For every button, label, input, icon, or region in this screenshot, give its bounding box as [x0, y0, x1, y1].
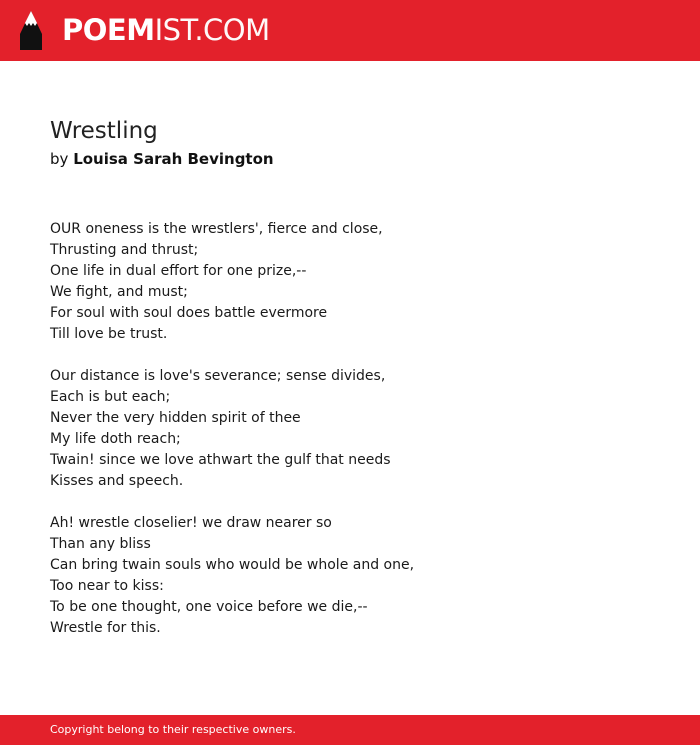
poem-line: Never the very hidden spirit of thee: [50, 410, 301, 426]
logo-text-bold: POEM: [62, 13, 155, 47]
poem-line: One life in dual effort for one prize,--: [50, 263, 307, 279]
poem-line: Wrestle for this.: [50, 620, 161, 636]
poem-line: Twain! since we love athwart the gulf that needs: [50, 452, 391, 468]
pencil-icon[interactable]: [18, 10, 44, 52]
poem-byline: [50, 149, 274, 169]
poem-author[interactable]: Louisa Sarah Bevington: [73, 150, 274, 168]
poem-line: Too near to kiss:: [50, 578, 164, 594]
copyright-notice: Copyright belong to their respective owners.: [50, 723, 296, 736]
site-header: [0, 0, 700, 61]
poem-body: [50, 219, 650, 660]
poem-line: Kisses and speech.: [50, 473, 184, 489]
site-footer: [0, 715, 700, 745]
poem-line: To be one thought, one voice before we die,--: [50, 599, 368, 615]
stanza-2: [50, 366, 650, 492]
poem-line: Than any bliss: [50, 536, 151, 552]
poem-line: Thrusting and thrust;: [50, 242, 199, 258]
poem-line: We fight, and must;: [50, 284, 188, 300]
site-logo[interactable]: [62, 12, 270, 48]
poem-line: OUR oneness is the wrestlers', fierce and close,: [50, 221, 383, 237]
poem-line: Each is but each;: [50, 389, 171, 405]
poem-line: Our distance is love's severance; sense divides,: [50, 368, 386, 384]
poem-title: Wrestling: [50, 118, 158, 144]
poem-line: Can bring twain souls who would be whole and one,: [50, 557, 415, 573]
poem-line: Till love be trust.: [50, 326, 168, 342]
poem-line: My life doth reach;: [50, 431, 181, 447]
by-label: by: [50, 150, 69, 168]
stanza-3: [50, 513, 650, 639]
poem-line: For soul with soul does battle evermore: [50, 305, 328, 321]
logo-text-light: IST.COM: [154, 13, 270, 47]
poem-line: Ah! wrestle closelier! we draw nearer so: [50, 515, 332, 531]
stanza-1: [50, 219, 650, 345]
